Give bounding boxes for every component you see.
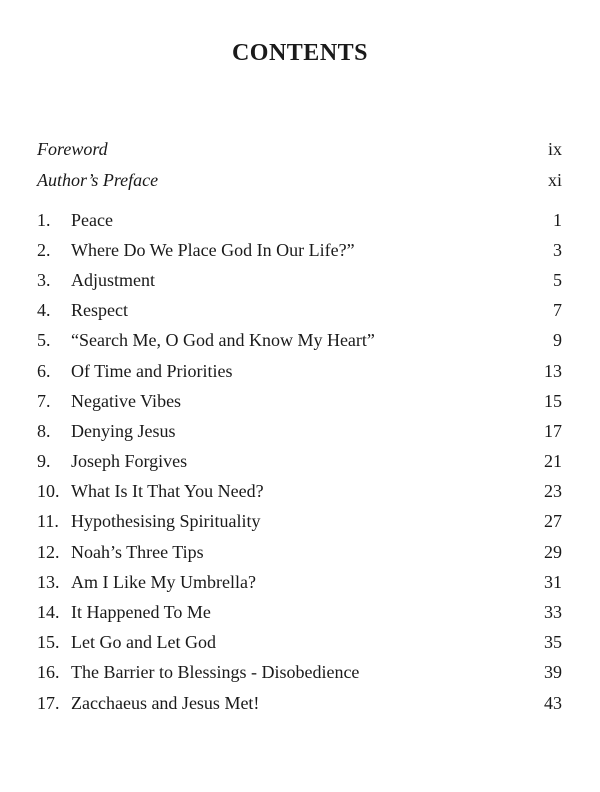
chapter-number: 15.	[37, 632, 60, 653]
front-matter-page: xi	[547, 170, 562, 190]
chapter-title: Let Go and Let God	[71, 632, 216, 653]
chapter-page-number: 3	[553, 239, 562, 260]
chapter-item[interactable]	[37, 447, 564, 477]
chapter-page-number: 13	[544, 360, 562, 381]
chapter-title: Adjustment	[71, 269, 155, 290]
chapter-title: It Happened To Me	[71, 602, 211, 623]
chapter-page-number: 15	[544, 390, 562, 411]
chapter-number: 2.	[37, 239, 51, 260]
chapter-page-number: 27	[544, 511, 562, 532]
chapter-number: 13.	[37, 571, 60, 592]
chapter-title: Negative Vibes	[71, 390, 182, 411]
chapter-list	[37, 205, 564, 718]
front-matter-page: ix	[547, 139, 562, 159]
chapter-number: 1.	[37, 209, 51, 230]
chapter-number: 17.	[37, 692, 60, 713]
chapter-item[interactable]	[37, 567, 564, 597]
chapter-title: The Barrier to Blessings - Disobedience	[71, 662, 360, 683]
chapter-page-number: 39	[544, 662, 562, 683]
chapter-title: What Is It That You Need?	[71, 481, 264, 502]
chapter-number: 7.	[37, 390, 51, 411]
chapter-page-number: 23	[544, 481, 562, 502]
chapter-item[interactable]	[37, 356, 564, 386]
chapter-page-number: 33	[544, 602, 562, 623]
chapter-item[interactable]	[37, 265, 564, 295]
chapter-item[interactable]	[37, 688, 564, 718]
chapter-title: Where Do We Place God In Our Life?”	[71, 239, 355, 260]
front-matter-label: Author’s Preface	[37, 170, 159, 190]
chapter-item[interactable]	[37, 235, 564, 265]
chapter-item[interactable]	[37, 326, 564, 356]
chapter-number: 5.	[37, 330, 51, 351]
chapter-number: 10.	[37, 481, 60, 502]
front-matter-item-foreword[interactable]	[37, 134, 564, 165]
chapter-title: Noah’s Three Tips	[71, 541, 204, 562]
chapter-page-number: 35	[544, 632, 562, 653]
chapter-number: 14.	[37, 602, 60, 623]
chapter-item[interactable]	[37, 597, 564, 627]
chapter-item[interactable]	[37, 205, 564, 235]
chapter-item[interactable]	[37, 477, 564, 507]
chapter-title: Am I Like My Umbrella?	[71, 571, 256, 592]
chapter-item[interactable]	[37, 416, 564, 446]
chapter-page-number: 9	[553, 330, 562, 351]
chapter-item[interactable]	[37, 507, 564, 537]
front-matter-list	[37, 134, 564, 196]
chapter-title: Peace	[71, 209, 113, 230]
chapter-number: 6.	[37, 360, 51, 381]
chapter-number: 9.	[37, 451, 51, 472]
chapter-title: Of Time and Priorities	[71, 360, 233, 381]
chapter-title: Hypothesising Spirituality	[71, 511, 261, 532]
chapter-title: “Search Me, O God and Know My Heart”	[71, 330, 375, 351]
chapter-title: Joseph Forgives	[71, 451, 188, 472]
chapter-item[interactable]	[37, 296, 564, 326]
chapter-item[interactable]	[37, 628, 564, 658]
chapter-number: 8.	[37, 420, 51, 441]
front-matter-label: Foreword	[37, 139, 108, 159]
chapter-page-number: 5	[553, 269, 562, 290]
chapter-title: Respect	[71, 300, 128, 321]
chapter-item[interactable]	[37, 658, 564, 688]
chapter-item[interactable]	[37, 537, 564, 567]
chapter-title: Denying Jesus	[71, 420, 176, 441]
chapter-page-number: 31	[544, 571, 562, 592]
chapter-page-number: 17	[544, 420, 562, 441]
page-title: CONTENTS	[231, 40, 369, 66]
chapter-item[interactable]	[37, 386, 564, 416]
chapter-number: 3.	[37, 269, 51, 290]
chapter-page-number: 7	[553, 300, 562, 321]
chapter-page-number: 43	[544, 692, 562, 713]
chapter-page-number: 21	[544, 451, 562, 472]
chapter-page-number: 1	[553, 209, 562, 230]
chapter-page-number: 29	[544, 541, 562, 562]
front-matter-item-authors-preface[interactable]	[37, 165, 564, 196]
chapter-number: 16.	[37, 662, 60, 683]
chapter-number: 4.	[37, 300, 51, 321]
chapter-number: 11.	[37, 511, 59, 532]
chapter-number: 12.	[37, 541, 60, 562]
chapter-title: Zacchaeus and Jesus Met!	[71, 692, 260, 713]
